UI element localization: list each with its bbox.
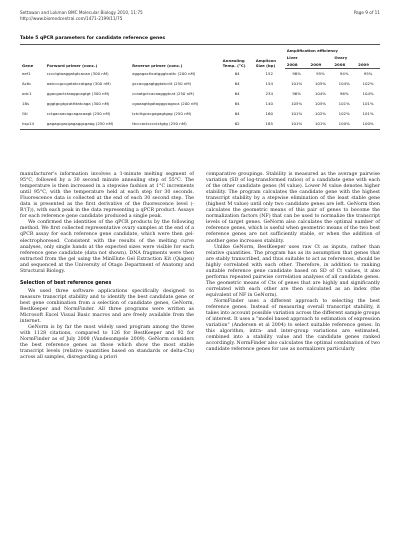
header-reverse-primer: Reverse primer (conc.) (130, 45, 221, 69)
efficiency-cell: 105% (291, 101, 303, 106)
header-liver-2009: 2009 (309, 61, 333, 69)
efficiency-cell: 94% (339, 71, 349, 76)
amplicon-size-cell: 140 (265, 101, 273, 106)
table-row (20, 109, 380, 119)
gene-cell: odc1 (22, 91, 32, 96)
amplicon-size-cell: 185 (254, 119, 285, 130)
gene-cell: Gtl (22, 111, 28, 116)
forward-primer-cell: cctgacaacagcagacaagt (250 nM) (46, 111, 111, 116)
efficiency-cell: 100% (332, 119, 356, 130)
annealing-temp-cell: 64 (234, 70, 240, 76)
efficiency-cell: 105% (314, 81, 326, 86)
gene-cell: Actb (22, 81, 31, 86)
table-row (20, 99, 380, 109)
left-column (20, 172, 194, 361)
efficiency-cell: 96% (339, 91, 349, 96)
reverse-primer-cell: ttcccactcccctctgtg (250 nM) (130, 119, 221, 130)
amplicon-size-cell: 154 (265, 81, 273, 86)
paragraph: comparative groupings. Stability is measured as the average pairwise variation (SD of log-transformed ratios) of a candidate gene with each of the other candidate genes (M value). Lower M value denotes higher stability. The program calculates the candidate gene with the highest transcript stability by a stepwise elimination of the least stable gene (highest M value) until only two candidate genes are left. GeNorm then calculates the geometric means of this pair of genes to become the normalization factors (NF) that can be used to normalize the transcript levels of target genes. GeNorm also calculates the optimal number of reference genes, which is useful when geometric means of the two best reference genes are not sufficiently stable, or when the addition of another gene increases stability. (206, 172, 380, 244)
gene-cell: eef1 (22, 70, 31, 76)
forward-primer-cell: cccctgtaaggatgtcacaa (300 nM) (46, 70, 109, 76)
running-header (20, 10, 380, 22)
paragraph: NormFinder uses a different approach to selecting the best reference genes. Instead of measuring overall transcript stability, it takes into account possible variation across the different sample groups of interest. It uses a "model based approach to estimation of expression variation" (Andersen et al 2004) to select suitable reference genes. In this algorithm, intra- and inter-group variations are estimated, combined into a stability value and the candidate genes ranked accordingly. NormFinder also calculates the optimal combination of two candidate reference genes for use as normalizers particularly (206, 298, 381, 353)
annealing-temp-cell: 64 (234, 111, 240, 116)
forward-primer-cell: ggacgactctaaggcagtgt (300 nM) (46, 91, 110, 96)
header-ovary: Ovary (334, 55, 348, 60)
amplicon-size-cell: 160 (265, 111, 273, 116)
efficiency-cell: 95% (316, 71, 325, 76)
table-row (20, 119, 380, 130)
paragraph: We confirmed the identities of the qPCR products by the following method. We first collected representative ovary samples at the end of a qPCR assay for each reference gene candidate, which were then gel-electrophoresed. Consistent with the results of the melting curve analyses, only single bands at the expected sizes were visible for each reference gene candidate (data not shown). DNA fragments were then extracted from the gel using the MinElute Gel Extraction Kit (Qiagen) and sequenced at the University of Otago Department of Anatomy and Structural Biology. (20, 220, 194, 274)
header-liver: Liver (286, 55, 298, 60)
page-number: Page 9 of 11 (353, 10, 380, 15)
efficiency-cell: 101% (309, 119, 333, 130)
amplicon-size-cell: 152 (265, 70, 273, 76)
header-ovary-2008: 2008 (332, 61, 356, 69)
efficiency-cell: 101% (291, 111, 303, 116)
table-row (20, 69, 380, 80)
url-line[interactable]: http://www.biomedcentral.com/1471-2199/11/75 (20, 16, 123, 21)
annealing-temp-cell: 64 (234, 91, 240, 96)
reverse-primer-cell: tctcttgcacgagagtgag (250 nM) (132, 111, 192, 116)
table-caption: Table 5 qPCR parameters for candidate reference genes (20, 36, 166, 41)
efficiency-cell: 101% (362, 111, 374, 116)
reverse-primer-cell: aggagacttcatgggtcattc (200 nM) (132, 70, 196, 76)
forward-primer-cell: gagagcgacgagaggcgaag (250 nM) (45, 119, 130, 130)
header-liver-2008: 2008 (285, 61, 309, 69)
efficiency-cell: 102% (314, 111, 326, 116)
gene-cell: hsp14 (20, 119, 45, 130)
header-amplification-efficiency: Amplification efficiency (285, 45, 380, 55)
paragraph: We used three software applications specifically designed to measure transcript stability and to identify the best candidate gene or best gene combination from a selection of candidate genes, GeNorm, BestKeeper and NormFinder. All three programs were written as Microsoft Excel Visual Basic macros and are freely available from the internet. (20, 288, 194, 325)
efficiency-cell: 100% (356, 119, 380, 130)
efficiency-cell: 98% (292, 71, 301, 76)
gene-cell: 18s (22, 101, 29, 106)
efficiency-cell: 101% (285, 119, 309, 130)
header-forward-primer: Forward primer (conc.) (45, 45, 130, 69)
efficiency-cell: 95% (363, 71, 373, 76)
efficiency-cell: 102% (362, 81, 374, 86)
reverse-primer-cell: ccaatgctcacaagggtcat (250 nM) (132, 91, 194, 96)
paragraph: GeNorm is by far the most widely used program among the three with 1128 citations, compared to 126 for BestKeeper and 92 for NormFinder as of July 2008 (Vandesompele 2009). GeNorm considers the best reference genes as those which show the most stable transcript levels (relative quantities based on standards or delta-Cts) across all samples, disregarding a priori (20, 325, 194, 361)
header-amplicon-size: Amplicon Size (bp) (254, 45, 285, 69)
paragraph: Unlike GeNorm, BestKeeper uses raw Ct as inputs, rather than relative quantities. The program has as its assumption that genes that are stably transcribed, and thus suitable to act as references, should be highly correlated with each other. Therefore, in addition to ranking suitable reference gene candidate based on SD of Ct values, it also performs repeated pairwise correlation analyses of all candidate genes. The geometric means of Cts of genes that are highly and significantly correlated with each other are then calculated as an index (the equivalent of NF in GeNorm). (206, 244, 380, 298)
section-heading: Selection of best reference genes (20, 280, 112, 286)
efficiency-cell: 96% (292, 91, 301, 96)
annealing-temp-cell: 62 (221, 119, 254, 130)
table-row (20, 89, 380, 99)
reverse-primer-cell: gccacggagtggtatcctt (250 nM) (132, 81, 192, 86)
header-gene: Gene (20, 45, 45, 69)
efficiency-cell: 104% (314, 91, 326, 96)
efficiency-cell: 105% (314, 101, 326, 106)
citation-line: Settawan and Lokman BMC Molecular Biology 2010, 11:75 (20, 10, 143, 15)
reverse-primer-cell: cgaaagttgatagggcagaca (200 nM) (132, 101, 199, 106)
efficiency-cell: 101% (338, 101, 350, 106)
efficiency-cell: 101% (362, 101, 374, 106)
annealing-temp-cell: 64 (234, 81, 240, 86)
amplicon-size-cell: 234 (265, 91, 273, 96)
efficiency-cell: 102% (338, 111, 350, 116)
annealing-temp-cell: 64 (234, 101, 240, 106)
efficiency-cell: 104% (338, 81, 350, 86)
body-text (20, 172, 380, 522)
header-ovary-2009: 2009 (356, 61, 380, 69)
table-5 (20, 36, 380, 130)
header-annealing-temp: Annealing Temp. (°C) (221, 45, 254, 69)
paragraph: manufacturer's information involves a 1-minute melting segment of 95°C, followed by a 30 second minute annealing step of 55°C. The temperature is then increased in a stepwise fashion at 1°C increments until 95°C, with the temperature held at each step for 30 seconds. Fluorescence data is collected at the end of each 30 second step. The data is presented as the first derivative of the fluorescence level (-R'(T)), with each peak in the data representing a qPCR product. Assays for each reference gene candidate produced a single peak. (20, 172, 194, 220)
qpcr-parameters-table (20, 44, 380, 130)
table-row (20, 79, 380, 89)
efficiency-cell: 104% (362, 91, 374, 96)
forward-primer-cell: aatcccgccgatatccatgag (300 nM) (46, 81, 111, 86)
right-column (206, 172, 380, 353)
forward-primer-cell: gggtgcgtgcattttatcaga (300 nM) (46, 101, 110, 106)
efficiency-cell: 101% (291, 81, 303, 86)
